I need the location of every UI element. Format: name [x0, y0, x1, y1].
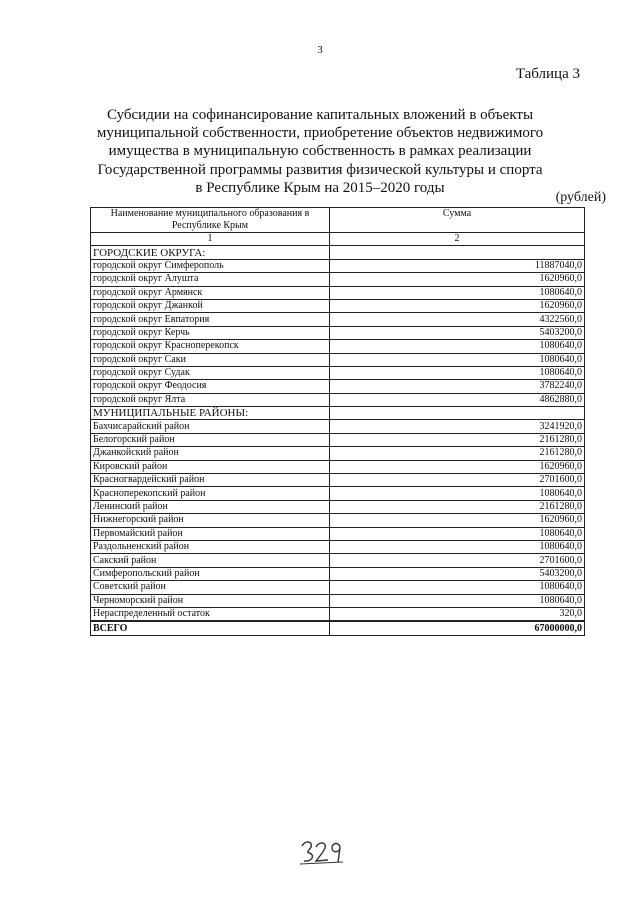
municipality-name: Нижнегорский район — [91, 514, 330, 527]
amount-value: 1080640,0 — [330, 581, 585, 594]
table-row — [91, 594, 585, 607]
municipality-name: городской округ Ялта — [91, 393, 330, 406]
amount-value: 1080640,0 — [330, 527, 585, 540]
municipality-name: городской округ Алушта — [91, 273, 330, 286]
municipality-name: городской округ Саки — [91, 353, 330, 366]
amount-value: 1620960,0 — [330, 273, 585, 286]
table-row — [91, 273, 585, 286]
amount-value: 67000000,0 — [330, 621, 585, 635]
table-row — [91, 366, 585, 379]
amount-value: 2701600,0 — [330, 474, 585, 487]
amount-value — [330, 246, 585, 259]
table-row — [91, 393, 585, 406]
table-row — [91, 340, 585, 353]
municipality-name: Сакский район — [91, 554, 330, 567]
header-name: Наименование муниципального образования в Республике Крым — [91, 208, 330, 233]
municipality-name: Нераспределенный остаток — [91, 607, 330, 621]
title-line: имущества в муниципальную собственность в рамках реализации — [108, 143, 532, 160]
amount-value: 1080640,0 — [330, 340, 585, 353]
table-row — [91, 460, 585, 473]
title-line: Государственной программы развития физической культуры и спорта — [97, 161, 543, 178]
amount-value: 11887040,0 — [330, 259, 585, 272]
municipality-name: Кировский район — [91, 460, 330, 473]
municipality-name: городской округ Судак — [91, 366, 330, 379]
municipality-name: Белогорский район — [91, 433, 330, 446]
header-amount: Сумма — [330, 208, 585, 233]
table-row — [91, 420, 585, 433]
table-row — [91, 353, 585, 366]
table-row — [91, 259, 585, 272]
amount-value: 2701600,0 — [330, 554, 585, 567]
page-number: 3 — [317, 44, 323, 56]
table-row — [91, 299, 585, 312]
table-row — [91, 433, 585, 446]
amount-value: 1080640,0 — [330, 353, 585, 366]
municipality-name: Ленинский район — [91, 500, 330, 513]
amount-value: 5403200,0 — [330, 326, 585, 339]
section-row — [91, 246, 585, 259]
table-row — [91, 540, 585, 553]
table-row — [91, 527, 585, 540]
section-row — [91, 407, 585, 420]
column-number-row — [91, 233, 585, 246]
amount-value: 1620960,0 — [330, 514, 585, 527]
table-header-row — [91, 208, 585, 233]
handwritten-page-number — [299, 838, 345, 866]
table-row — [91, 380, 585, 393]
amount-value: 1080640,0 — [330, 286, 585, 299]
table-row — [91, 474, 585, 487]
column-number: 2 — [330, 233, 585, 246]
table-row — [91, 554, 585, 567]
municipality-name: ГОРОДСКИЕ ОКРУГА: — [91, 246, 330, 259]
municipality-name: МУНИЦИПАЛЬНЫЕ РАЙОНЫ: — [91, 407, 330, 420]
unit-label: (рублей) — [555, 190, 606, 205]
table-row — [91, 607, 585, 621]
amount-value: 320,0 — [330, 607, 585, 621]
amount-value: 3241920,0 — [330, 420, 585, 433]
municipality-name: городской округ Джанкой — [91, 299, 330, 312]
amount-value: 2161280,0 — [330, 433, 585, 446]
table-row — [91, 447, 585, 460]
municipality-name: городской округ Красноперекопск — [91, 340, 330, 353]
table-row — [91, 487, 585, 500]
table-row — [91, 514, 585, 527]
municipality-name: Красноперекопский район — [91, 487, 330, 500]
amount-value: 1620960,0 — [330, 299, 585, 312]
municipality-name: ВСЕГО — [91, 621, 330, 635]
municipality-name: Раздольненский район — [91, 540, 330, 553]
municipality-name: городской округ Армянск — [91, 286, 330, 299]
amount-value: 1080640,0 — [330, 366, 585, 379]
amount-value: 1620960,0 — [330, 460, 585, 473]
table-row — [91, 581, 585, 594]
amount-value: 4862880,0 — [330, 393, 585, 406]
title-line: муниципальной собственности, приобретение объектов недвижимого — [96, 125, 544, 142]
amount-value: 3782240,0 — [330, 380, 585, 393]
table-row — [91, 500, 585, 513]
municipality-name: городской округ Феодосия — [91, 380, 330, 393]
amount-value: 1080640,0 — [330, 540, 585, 553]
municipality-name: Джанкойский район — [91, 447, 330, 460]
table-row — [91, 286, 585, 299]
municipality-name: Советский район — [91, 581, 330, 594]
column-number: 1 — [91, 233, 330, 246]
amount-value: 4322560,0 — [330, 313, 585, 326]
subsidy-table — [90, 207, 585, 636]
table-row — [91, 567, 585, 580]
table-row — [91, 313, 585, 326]
amount-value: 1080640,0 — [330, 487, 585, 500]
document-title — [90, 106, 550, 197]
title-line: в Республике Крым на 2015–2020 годы — [195, 179, 445, 196]
municipality-name: Симферопольский район — [91, 567, 330, 580]
amount-value: 2161280,0 — [330, 447, 585, 460]
table-row — [91, 326, 585, 339]
amount-value — [330, 407, 585, 420]
municipality-name: городской округ Симферополь — [91, 259, 330, 272]
municipality-name: Первомайский район — [91, 527, 330, 540]
amount-value: 2161280,0 — [330, 500, 585, 513]
municipality-name: Черноморский район — [91, 594, 330, 607]
title-line: Субсидии на софинансирование капитальных вложений в объекты — [106, 107, 534, 123]
municipality-name: городской округ Керчь — [91, 326, 330, 339]
table-label: Таблица 3 — [515, 66, 580, 82]
amount-value: 1080640,0 — [330, 594, 585, 607]
total-row — [91, 621, 585, 635]
municipality-name: городской округ Евпатория — [91, 313, 330, 326]
amount-value: 5403200,0 — [330, 567, 585, 580]
municipality-name: Красногвардейский район — [91, 474, 330, 487]
municipality-name: Бахчисарайский район — [91, 420, 330, 433]
